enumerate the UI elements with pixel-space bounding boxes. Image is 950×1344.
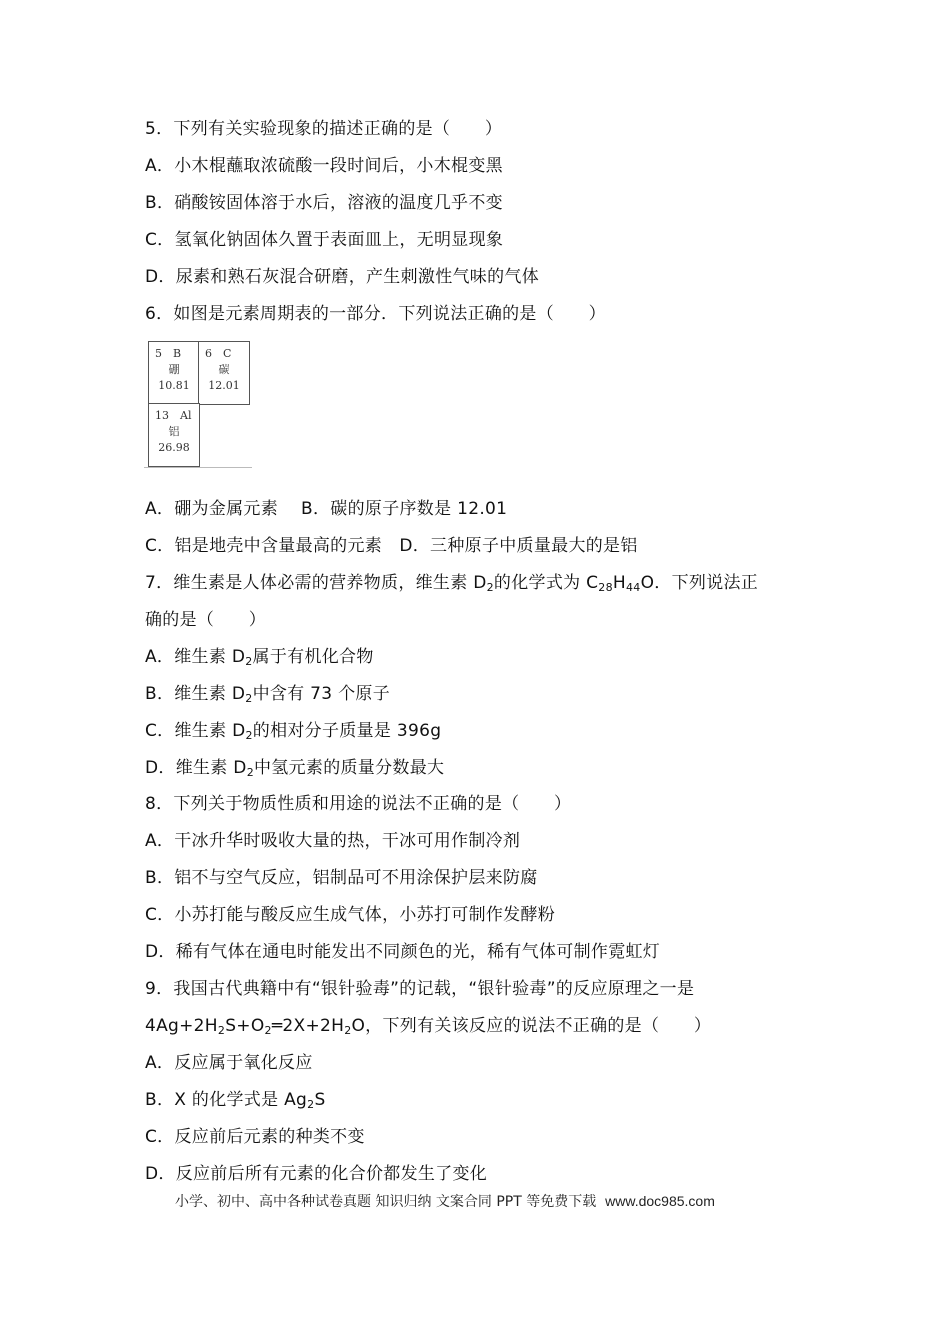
option-text: 的相对分子质量是 396g <box>252 721 442 741</box>
q6-options-cd: C．铝是地壳中含量最高的元素 D．三种原子中质量最大的是铝 <box>145 536 638 556</box>
option-text: B．X 的化学式是 Ag <box>145 1090 308 1110</box>
q7-option-b <box>145 683 390 710</box>
subscript: 44 <box>626 581 641 594</box>
element-mass: 10.81 <box>158 379 190 392</box>
periodic-table-figure <box>144 341 252 469</box>
element-name: 碳 <box>218 363 230 376</box>
subscript: 2 <box>344 1024 352 1037</box>
q9-option-b <box>145 1089 326 1116</box>
option-text: D．维生素 D <box>145 758 247 778</box>
subscript: 2 <box>217 1024 226 1037</box>
q9-option-c: C．反应前后元素的种类不变 <box>145 1127 365 1147</box>
q7-option-c <box>145 720 441 747</box>
subscript: 28 <box>598 581 613 594</box>
q7-stem-text: O．下列说法正 <box>640 573 759 593</box>
element-symbol: 5 B <box>155 347 182 360</box>
q7-stem-line1 <box>145 572 758 599</box>
option-text: B．维生素 D <box>145 684 246 704</box>
element-mass: 26.98 <box>158 441 190 454</box>
option-text: C．维生素 D <box>145 721 246 741</box>
equation-text: O，下列有关该反应的说法不正确的是（ ） <box>351 1016 712 1036</box>
page-footer <box>175 1192 715 1211</box>
subscript: 2 <box>486 581 494 594</box>
element-cell-carbon <box>198 341 250 405</box>
q5-option-b: B．硝酸铵固体溶于水后，溶液的温度几乎不变 <box>145 193 503 213</box>
subscript: 2 <box>264 1024 272 1037</box>
element-cell-aluminum <box>148 403 200 467</box>
q7-option-a <box>145 646 374 673</box>
option-text: 中含有 73 个原子 <box>252 684 391 704</box>
q8-stem: 8．下列关于物质性质和用途的说法不正确的是（ ） <box>145 794 572 814</box>
q6-options-ab: A．硼为金属元素 B．碳的原子序数是 12.01 <box>145 499 508 519</box>
q7-stem-text: 的化学式为 C <box>493 573 599 593</box>
q7-stem-line2: 确的是（ ） <box>145 610 267 630</box>
footer-text: 小学、初中、高中各种试卷真题 知识归纳 文案合同 PPT 等免费下载 <box>175 1194 597 1210</box>
equation-text: ═2X+2H <box>271 1016 345 1036</box>
option-text: 属于有机化合物 <box>252 647 374 667</box>
subscript: 2 <box>245 729 253 742</box>
q7-option-d <box>145 757 444 784</box>
option-text: 中氢元素的质量分数最大 <box>254 758 445 778</box>
q5-stem: 5．下列有关实验现象的描述正确的是（ ） <box>145 119 503 139</box>
option-text: A．维生素 D <box>145 647 246 667</box>
equation-text: 4Ag+2H <box>145 1016 218 1036</box>
footer-url[interactable]: www.doc985.com <box>605 1193 715 1209</box>
q7-stem-text: 7．维生素是人体必需的营养物质，维生素 D <box>145 573 487 593</box>
q9-equation-line <box>145 1015 711 1042</box>
subscript: 2 <box>246 766 254 779</box>
q5-option-c: C．氢氧化钠固体久置于表面皿上，无明显现象 <box>145 230 504 250</box>
element-symbol: 6 C <box>205 347 232 360</box>
q5-option-d: D．尿素和熟石灰混合研磨，产生刺激性气味的气体 <box>145 267 539 287</box>
option-text: S <box>314 1090 326 1110</box>
q9-stem-line1: 9．我国古代典籍中有“银针验毒”的记载，“银针验毒”的反应原理之一是 <box>145 979 695 999</box>
q8-option-c: C．小苏打能与酸反应生成气体，小苏打可制作发酵粉 <box>145 905 556 925</box>
figure-baseline <box>144 467 252 468</box>
subscript: 2 <box>245 692 253 705</box>
element-name: 铝 <box>168 425 180 438</box>
q8-option-b: B．铝不与空气反应，铝制品可不用涂保护层来防腐 <box>145 868 538 888</box>
q8-option-d: D．稀有气体在通电时能发出不同颜色的光，稀有气体可制作霓虹灯 <box>145 942 661 962</box>
subscript: 2 <box>307 1098 315 1111</box>
q9-option-d: D．反应前后所有元素的化合价都发生了变化 <box>145 1164 488 1184</box>
equation-text: S+O <box>225 1016 265 1036</box>
element-mass: 12.01 <box>208 379 240 392</box>
q6-stem: 6．如图是元素周期表的一部分．下列说法正确的是（ ） <box>145 304 606 324</box>
q8-option-a: A．干冰升华时吸收大量的热，干冰可用作制冷剂 <box>145 831 521 851</box>
q5-option-a: A．小木棍蘸取浓硫酸一段时间后，小木棍变黑 <box>145 156 503 176</box>
element-cell-boron <box>148 341 200 405</box>
q9-option-a: A．反应属于氧化反应 <box>145 1053 313 1073</box>
q7-stem-text: H <box>612 573 626 593</box>
subscript: 2 <box>245 655 253 668</box>
element-symbol: 13 Al <box>155 409 192 422</box>
element-name: 硼 <box>168 363 180 376</box>
